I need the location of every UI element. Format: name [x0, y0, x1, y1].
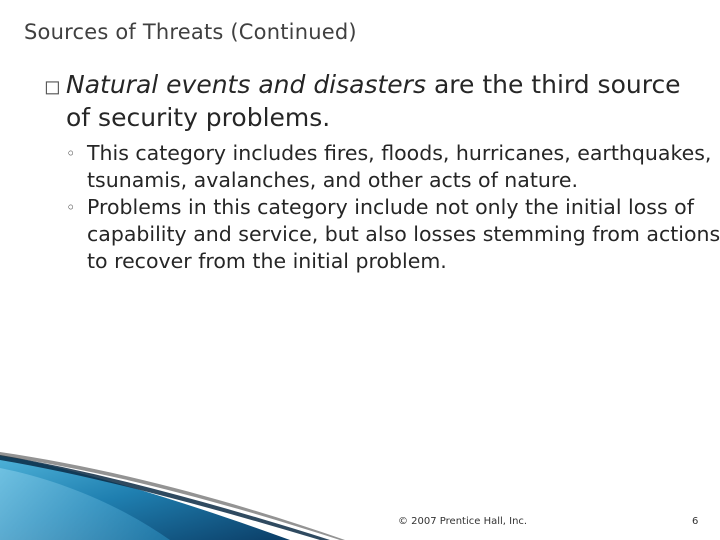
sub-bullet-text: Problems in this category include not only the initial loss of capability and service, but also losses stemming from actions to recover from the initial problem. — [87, 195, 720, 273]
slide-title: Sources of Threats (Continued) — [24, 20, 357, 44]
slide-body — [44, 68, 720, 275]
sub-bullet-item — [66, 194, 720, 275]
main-bullet — [44, 68, 704, 134]
page-number: 6 — [692, 516, 699, 527]
sub-bullet-text: This category includes fires, floods, hurricanes, earthquakes, tsunamis, avalanches, and other acts of nature. — [87, 141, 712, 192]
footer-copyright: © 2007 Prentice Hall, Inc. — [398, 516, 528, 527]
checkbox-bullet-icon: ◻ — [44, 74, 61, 98]
sub-bullet-list — [44, 140, 720, 275]
main-bullet-text: are the third source of security problems. — [66, 70, 681, 132]
circle-bullet-icon: ◦ — [66, 198, 76, 217]
sub-bullet-item — [66, 140, 720, 194]
main-bullet-italic: Natural events and disasters — [66, 70, 426, 99]
circle-bullet-icon: ◦ — [66, 144, 76, 163]
